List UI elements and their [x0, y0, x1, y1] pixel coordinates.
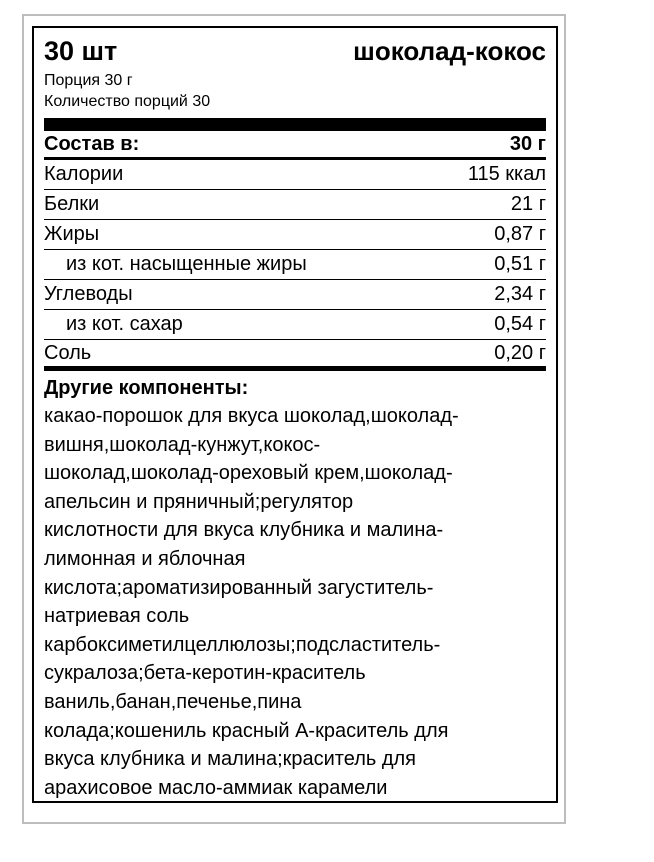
row-value: 0,51 г: [494, 253, 546, 275]
row-name: из кот. насыщенные жиры: [66, 253, 307, 275]
table-row-carbohydrates: [44, 280, 546, 310]
row-value: 115 ккал: [467, 163, 546, 185]
table-row-protein: [44, 190, 546, 220]
serving-size: Порция 30 г: [44, 72, 133, 89]
row-name: Соль: [44, 341, 92, 364]
other-components-text: какао-порошок для вкуса шоколад,шоколад- вишня,шоколад-кунжут,кокос- шоколад,шоколад-ореховый крем,шоколад- апельсин и пряничный;регулятор кислотности для вкуса клубника и малина- лимонная и яблочная кислота;ароматизированный загуститель- натриевая соль карбоксиметилцеллюлозы;подсластитель- сукралоза;бета-керотин-краситель ваниль,банан,печенье,пина колада;кошениль красный А-краситель для вкуса клубника и малина;краситель для арахисовое масло-аммиак карамели: [44, 405, 459, 799]
row-value: 21 г: [510, 193, 546, 215]
row-name: Углеводы: [44, 283, 133, 305]
thick-divider: [44, 118, 546, 131]
table-header-name: Состав в:: [44, 132, 140, 155]
row-value: 0,54 г: [494, 313, 546, 335]
table-row-salt: [44, 340, 546, 371]
table-row-saturated-fat: [44, 250, 546, 280]
row-name: из кот. сахар: [66, 313, 183, 335]
row-value: 2,34 г: [494, 283, 546, 305]
servings-count: Количество порций 30: [44, 93, 211, 110]
table-header-row: [44, 131, 546, 160]
row-name: Белки: [44, 193, 100, 215]
table-row-sugar: [44, 310, 546, 340]
nutrition-label: [32, 26, 558, 803]
other-components-title: Другие компоненты:: [44, 377, 249, 399]
table-row-calories: [44, 160, 546, 190]
row-name: Калории: [44, 163, 124, 185]
row-value: 0,87 г: [494, 223, 546, 245]
label-header: [44, 36, 546, 70]
row-name: Жиры: [44, 223, 100, 245]
table-header-value: 30 г: [509, 132, 546, 155]
flavor-name: шоколад-кокос: [353, 36, 546, 66]
row-value: 0,20 г: [494, 341, 546, 364]
package-count: 30 шт: [44, 36, 118, 66]
table-row-fat: [44, 220, 546, 250]
